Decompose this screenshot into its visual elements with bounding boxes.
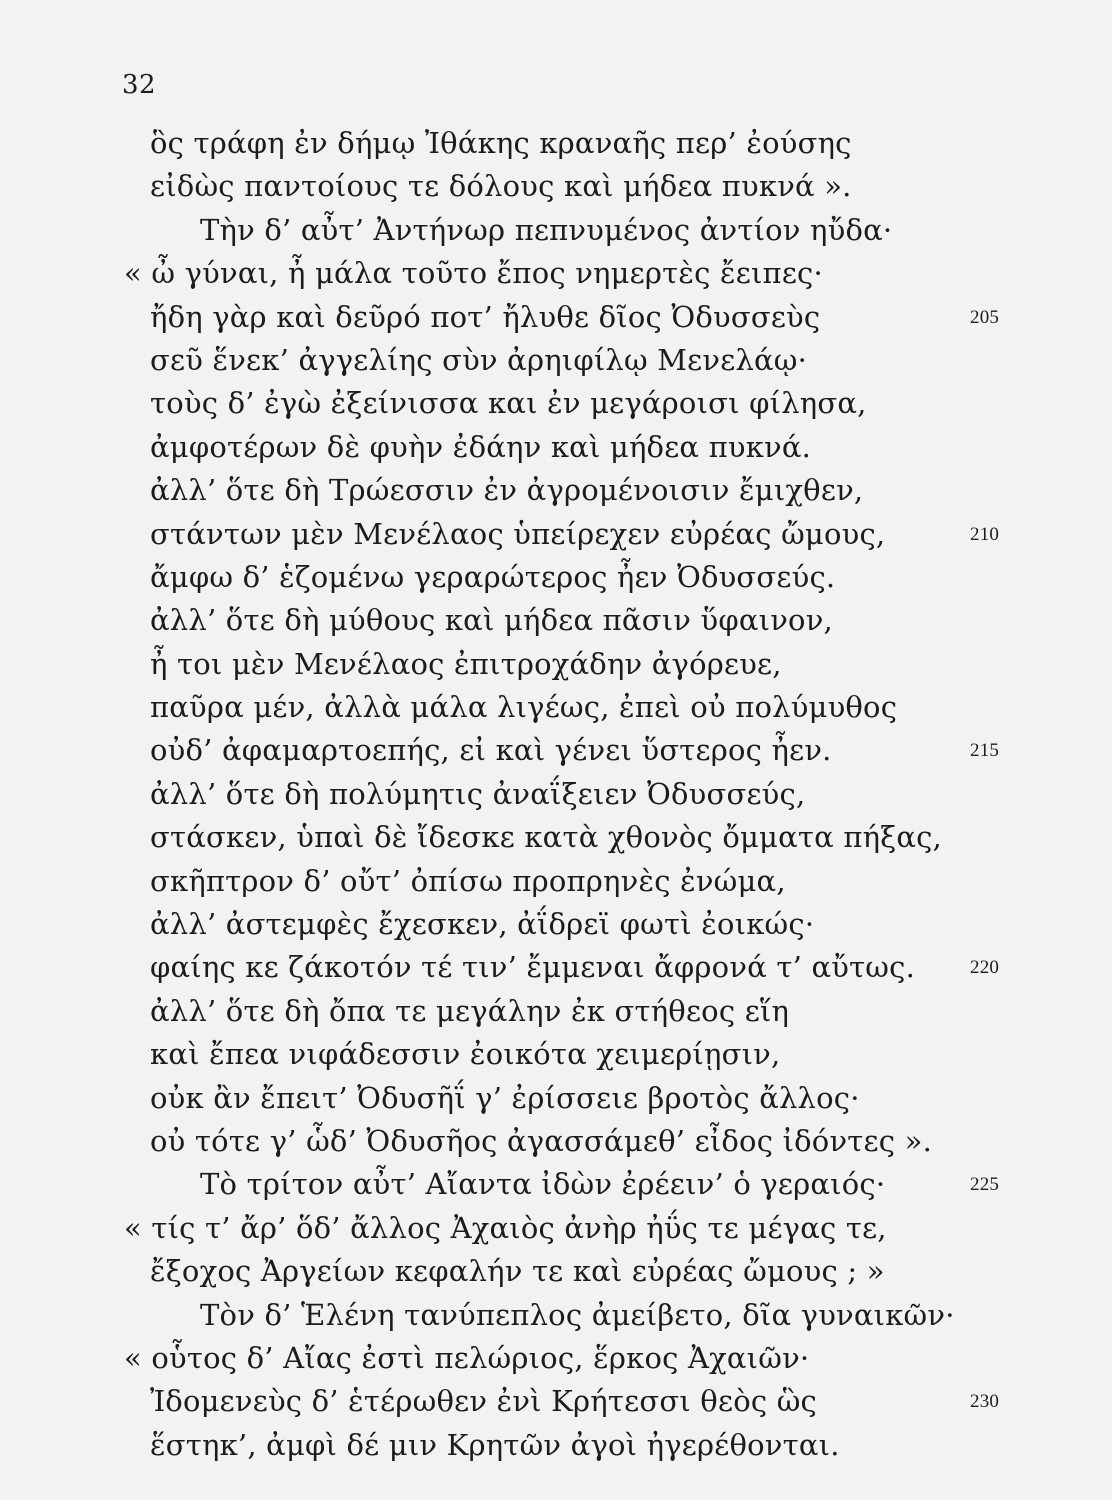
verse-text: ἦ τοι μὲν Μενέλαος ἐπιτροχάδην ἀγόρευε, xyxy=(150,646,782,681)
verse-text: σκῆπτρον δ’ οὔτ’ ὀπίσω προπρηνὲς ἐνώμα, xyxy=(150,863,786,898)
verse-text: ἀλλ’ ὅτε δὴ μύθους καὶ μήδεα πᾶσιν ὕφαινον, xyxy=(150,603,833,638)
verse-text: καὶ ἔπεα νιφάδεσσιν ἐοικότα χειμερίῃσιν, xyxy=(150,1037,781,1072)
verse-line xyxy=(150,513,1110,556)
verse-line xyxy=(150,643,1110,686)
verse-text: φαίης κε ζάκοτόν τέ τιν’ ἔμμεναι ἄφρονά τ’ αὔτως. xyxy=(150,950,916,985)
verse-text: « τίς τ’ ἄρ’ ὅδ’ ἄλλος Ἀχαιὸς ἀνὴρ ἠΰς τε μέγας τε, xyxy=(124,1210,887,1245)
verse-text: παῦρα μέν, ἀλλὰ μάλα λιγέως, ἐπεὶ οὐ πολύμυθος xyxy=(150,690,898,725)
verse-text: στάσκεν, ὑπαὶ δὲ ἴδεσκε κατὰ χθονὸς ὄμματα πήξας, xyxy=(150,820,942,855)
verse-line xyxy=(150,1033,1110,1076)
verse-line xyxy=(150,556,1110,599)
verse-text: ἔξοχος Ἀργείων κεφαλήν τε καὶ εὐρέας ὤμους ; » xyxy=(150,1254,885,1289)
verse-line xyxy=(150,469,1110,512)
verse-text: ὃς τράφη ἐν δήμῳ Ἰθάκης κραναῆς περ’ ἐούσης xyxy=(150,126,852,160)
verse-text: οὐ τότε γ’ ὧδ’ Ὀδυσῆος ἀγασσάμεθ’ εἶδος ἰδόντες ». xyxy=(150,1123,932,1158)
verse-text: στάντων μὲν Μενέλαος ὑπείρεχεν εὐρέας ὤμους, xyxy=(150,516,886,551)
verse-text: Τὸ τρίτον αὖτ’ Αἴαντα ἰδὼν ἐρέειν’ ὁ γεραιός· xyxy=(200,1167,886,1202)
verse-text: ἀλλ’ ὅτε δὴ ὄπα τε μεγάλην ἐκ στήθεος εἵη xyxy=(150,993,790,1028)
verse-line xyxy=(150,1424,1110,1467)
page-number: 32 xyxy=(122,70,157,100)
line-number: 210 xyxy=(970,523,1000,545)
verse-text: ἀλλ’ ἀστεμφὲς ἔχεσκεν, ἀΐδρεϊ φωτὶ ἐοικώς· xyxy=(150,907,815,942)
verse-line xyxy=(150,426,1110,469)
verse-line xyxy=(124,1207,1110,1250)
line-number: 225 xyxy=(970,1174,1000,1196)
verse-line xyxy=(150,773,1110,816)
verse-text: ἄμφω δ’ ἑζομένω γεραρώτερος ἦεν Ὀδυσσεύς. xyxy=(150,559,836,594)
line-number: 220 xyxy=(970,957,1000,979)
verse-text: Τὴν δ’ αὖτ’ Ἀντήνωρ πεπνυμένος ἀντίον ηὔδα· xyxy=(200,212,893,247)
verse-text: Ἰδομενεὺς δ’ ἑτέρωθεν ἐνὶ Κρήτεσσι θεὸς ὣς xyxy=(150,1384,818,1419)
verse-text: Τὸν δ’ Ἑλένη τανύπεπλος ἀμείβετο, δῖα γυναικῶν· xyxy=(200,1297,955,1332)
line-number: 230 xyxy=(970,1391,1000,1413)
verse-text: ἤδη γὰρ καὶ δεῦρό ποτ’ ἤλυθε δῖος Ὀδυσσεὺς xyxy=(150,299,821,334)
verse-text: τοὺς δ’ ἐγὼ ἐξείνισσα και ἐν μεγάροισι φίλησα, xyxy=(150,386,867,421)
verse-line xyxy=(150,1380,1110,1423)
verse-line xyxy=(150,296,1110,339)
verse-line xyxy=(150,686,1110,729)
verse-line xyxy=(150,382,1110,425)
verse-line xyxy=(150,946,1110,989)
verse-text: ἀλλ’ ὅτε δὴ Τρώεσσιν ἐν ἀγρομένοισιν ἔμιχθεν, xyxy=(150,473,864,508)
line-number: 205 xyxy=(970,306,1000,328)
verse-line xyxy=(150,816,1110,859)
verse-block xyxy=(124,122,1110,1467)
verse-line xyxy=(150,1077,1110,1120)
verse-line xyxy=(150,339,1110,382)
verse-line xyxy=(150,903,1110,946)
verse-line xyxy=(150,209,1110,252)
verse-line xyxy=(124,1337,1110,1380)
verse-text: οὐδ’ ἀφαμαρτοεπής, εἰ καὶ γένει ὕστερος ἦεν. xyxy=(150,733,832,768)
verse-line xyxy=(124,252,1110,295)
verse-line xyxy=(150,860,1110,903)
verse-line xyxy=(150,165,1110,208)
verse-line xyxy=(150,1163,1110,1206)
verse-line xyxy=(150,1120,1110,1163)
verse-text: εἰδὼς παντοίους τε δόλους καὶ μήδεα πυκνά ». xyxy=(150,169,852,204)
verse-text: « ὦ γύναι, ἦ μάλα τοῦτο ἔπος νημερτὲς ἔειπες· xyxy=(124,256,823,291)
verse-line xyxy=(150,122,1110,165)
verse-text: οὐκ ἂν ἔπειτ’ Ὀδυσῆΐ γ’ ἐρίσσειε βροτὸς ἄλλος· xyxy=(150,1080,860,1115)
verse-text: ἀλλ’ ὅτε δὴ πολύμητις ἀναΐξειεν Ὀδυσσεύς, xyxy=(150,776,806,811)
verse-line xyxy=(150,599,1110,642)
verse-line xyxy=(150,990,1110,1033)
verse-text: σεῦ ἕνεκ’ ἀγγελίης σὺν ἀρηιφίλῳ Μενελάῳ· xyxy=(150,342,808,377)
line-number: 215 xyxy=(970,740,1000,762)
verse-line xyxy=(150,1294,1110,1337)
verse-text: « οὗτος δ’ Αἴας ἐστὶ πελώριος, ἕρκος Ἀχαιῶν· xyxy=(124,1340,810,1375)
verse-text: ἕστηκ’, ἀμφὶ δέ μιν Κρητῶν ἀγοὶ ἠγερέθονται. xyxy=(150,1427,840,1462)
verse-line xyxy=(150,1250,1110,1293)
verse-line xyxy=(150,729,1110,772)
verse-text: ἀμφοτέρων δὲ φυὴν ἐδάην καὶ μήδεα πυκνά. xyxy=(150,429,812,464)
